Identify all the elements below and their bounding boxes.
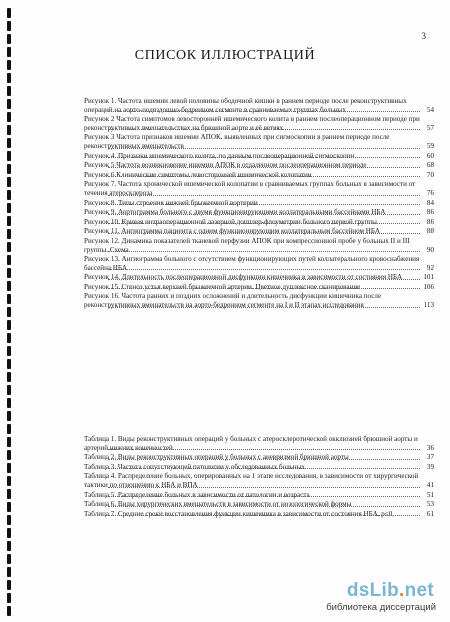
binding-hole	[7, 593, 11, 603]
figure-page-number: 86	[426, 217, 434, 226]
table-page-number: 61	[426, 509, 434, 518]
figure-caption: Рисунок 12. Динамика показателей тканевой перфузии АПОК при компрессионной пробе у больных II и III группы. Схема	[84, 236, 410, 254]
binding-hole	[7, 216, 11, 226]
table-page-number: 37	[426, 453, 434, 462]
logo-tld: net	[404, 580, 434, 601]
binding-hole	[7, 437, 11, 447]
figure-page-number: 101	[423, 273, 434, 282]
figure-page-number: 88	[426, 227, 434, 236]
binding-hole	[7, 34, 11, 44]
figure-entry	[84, 133, 434, 150]
figure-entry	[84, 161, 434, 170]
page-title: СПИСОК ИЛЛЮСТРАЦИЙ	[134, 48, 316, 63]
binding-hole	[7, 476, 11, 486]
table-caption: Таблица 1. Виды реконструктивных операций у больных с атеросклеротической окклюзией брюшной аорты и артерий нижних конечностей	[84, 435, 418, 452]
table-entry	[84, 500, 434, 509]
watermark-subtitle: библиотека диссертаций	[326, 602, 436, 613]
binding-hole	[7, 73, 11, 83]
figure-page-number: 68	[426, 161, 434, 170]
binding-hole	[7, 606, 11, 616]
figure-entry	[84, 180, 434, 197]
binding-hole	[7, 164, 11, 174]
figure-page-number: 92	[426, 263, 434, 272]
spiral-binding	[7, 0, 15, 622]
table-entry	[84, 510, 434, 519]
figure-caption: Рисунок 3 Частота признаков ишемии АПОК, выявленных при сигмоскопии в раннем периоде после реконструктивных вмешательств	[84, 133, 390, 150]
figure-page-number: 59	[426, 141, 434, 150]
dslib-logo	[347, 580, 434, 602]
binding-hole	[7, 190, 11, 200]
figure-caption: Рисунок 9. Аортограмма больного с двумя функционирующими коллатеральными бассейнами НБА	[84, 208, 386, 217]
table-entry	[84, 463, 434, 472]
table-page-number: 51	[426, 490, 434, 499]
binding-hole	[7, 580, 11, 590]
binding-hole	[7, 268, 11, 278]
binding-hole	[7, 528, 11, 538]
figure-page-number: 113	[423, 301, 434, 310]
table-caption: Таблица 5. Распределение больных в зависимости от патологии и возраста	[84, 490, 310, 499]
binding-hole	[7, 138, 11, 148]
figure-caption: Рисунок 15. Стеноз устья верхней брыжеечной артерии. Цветное дуплексное сканирование	[84, 282, 361, 291]
figure-entry	[84, 115, 434, 132]
figure-page-number: 70	[426, 170, 434, 179]
binding-hole	[7, 203, 11, 213]
table-caption: Таблица 7. Средние сроки восстановления функции кишечника в зависимости от состояния НБА, р≤0,	[84, 509, 395, 518]
table-caption: Таблица 3. Частота сопутствующей патологии у обследованных больных	[84, 462, 305, 471]
binding-hole	[7, 99, 11, 109]
figure-entry	[84, 237, 434, 254]
figure-page-number: 90	[426, 245, 434, 254]
figure-caption: Рисунок 13. Ангиограмма больного с отсутствием функционирующих путей коллатерального кровоснабжения бассейна НБА	[84, 255, 420, 272]
table-caption: Таблица 4. Распределение больных, оперированных на 1 этапе исследования, в зависимости от хирургической тактики по отношению к НБА и ВПА	[84, 472, 419, 489]
figure-page-number: 84	[426, 198, 434, 207]
table-caption: Таблица 6. Виды хирургических вмешательств в зависимости от нозологической формы	[84, 500, 352, 509]
binding-hole	[7, 125, 11, 135]
figure-entry	[84, 171, 434, 180]
binding-hole	[7, 359, 11, 369]
binding-hole	[7, 86, 11, 96]
figure-caption: Рисунок 5 Частота возникновение ишемии АПОК в отдаленном послеоперационном периоде	[84, 161, 367, 170]
binding-hole	[7, 346, 11, 356]
binding-hole	[7, 281, 11, 291]
figure-caption: Рисунок 7. Частота хронической ишемической колопатии в сравниваемых группах больных в зависимости от течения атеросклероза	[84, 180, 416, 197]
binding-hole	[7, 229, 11, 239]
table-caption: Таблица 2. Виды реконструктивных операций у больных с аневризмой брюшной аорты	[84, 453, 349, 462]
table-entry	[84, 453, 434, 462]
binding-hole	[7, 463, 11, 473]
binding-hole	[7, 372, 11, 382]
binding-hole	[7, 294, 11, 304]
table-page-number: 36	[426, 443, 434, 452]
figure-entry	[84, 152, 434, 161]
figure-entry	[84, 273, 434, 282]
figure-caption: Рисунок 11. Ангиограмма пациента с одним функционирующим коллатеральным бассейном НБА	[84, 227, 380, 236]
binding-hole	[7, 541, 11, 551]
table-page-number: 53	[426, 500, 434, 509]
binding-hole	[7, 112, 11, 122]
logo-text: dsLib	[346, 580, 399, 601]
figure-entry	[84, 283, 434, 292]
figure-entry	[84, 208, 434, 217]
logo-dot: .	[399, 580, 405, 601]
table-entry	[84, 472, 434, 489]
table-entry	[84, 491, 434, 500]
figure-caption: Рисунок 16. Частота ранних и поздних осложнений и длительность дисфункции кишечника после реконструктивных вмешательств на аорто-бедренном сегменте на I и II этапах исследования	[84, 292, 382, 310]
binding-hole	[7, 255, 11, 265]
binding-hole	[7, 502, 11, 512]
figure-entry	[84, 292, 434, 309]
binding-hole	[7, 320, 11, 330]
watermark	[290, 580, 440, 616]
binding-hole	[7, 515, 11, 525]
figures-list	[84, 97, 434, 311]
binding-hole	[7, 567, 11, 577]
binding-hole	[7, 554, 11, 564]
binding-hole	[7, 242, 11, 252]
figure-entry	[84, 218, 434, 227]
binding-hole	[7, 450, 11, 460]
table-page-number: 41	[426, 480, 434, 489]
figure-entry	[84, 227, 434, 236]
binding-hole	[7, 8, 11, 18]
figure-page-number: 60	[426, 151, 434, 160]
binding-hole	[7, 21, 11, 31]
binding-hole	[7, 151, 11, 161]
binding-hole	[7, 411, 11, 421]
figure-page-number: 76	[426, 188, 434, 197]
figure-page-number: 106	[423, 282, 434, 291]
binding-hole	[7, 424, 11, 434]
figure-entry	[84, 97, 434, 114]
figure-caption: Рисунок 6 Клинические симптомы левосторонней ишемической колопатии	[84, 170, 312, 179]
figure-caption: Рисунок 4. Признаки ишемического колита, по данным послеоперационной сигмоскопии	[84, 151, 355, 160]
figure-page-number: 57	[426, 123, 434, 132]
figure-caption: Рисунок 14. Длительность послеоперационной дисфункции кишечника в зависимости от состояния НБА	[84, 273, 403, 282]
page-number: 3	[421, 31, 426, 41]
figure-caption: Рисунок 2 Частота симптомов левосторонней ишемического колита в раннем послеоперационном периоде при реконструктивных вмешательствах на брюшной аорте и её ветвях	[84, 115, 420, 132]
figure-caption: Рисунок 8. Типы строения нижней брыжеечной вортерии	[84, 198, 258, 207]
figure-caption: Рисунок 1. Частота ишемии левой половины ободочной кишки в раннем периоде после реконструктивных операций на аорто-подвздошно-бедренном сегменте в сравниваемых группах больных	[84, 97, 407, 114]
binding-hole	[7, 489, 11, 499]
binding-hole	[7, 333, 11, 343]
figure-entry	[84, 255, 434, 272]
binding-hole	[7, 177, 11, 187]
figure-entry	[84, 199, 434, 208]
table-page-number: 39	[426, 462, 434, 471]
figure-page-number: 86	[426, 208, 434, 217]
binding-hole	[7, 307, 11, 317]
binding-hole	[7, 385, 11, 395]
binding-hole	[7, 398, 11, 408]
tables-list	[84, 435, 434, 519]
figure-page-number: 54	[426, 105, 434, 114]
table-entry	[84, 435, 434, 452]
figure-caption: Рисунок 10. Кривая интраоперационной лазерной допплер-флоуметрии больного первой группы	[84, 217, 377, 226]
